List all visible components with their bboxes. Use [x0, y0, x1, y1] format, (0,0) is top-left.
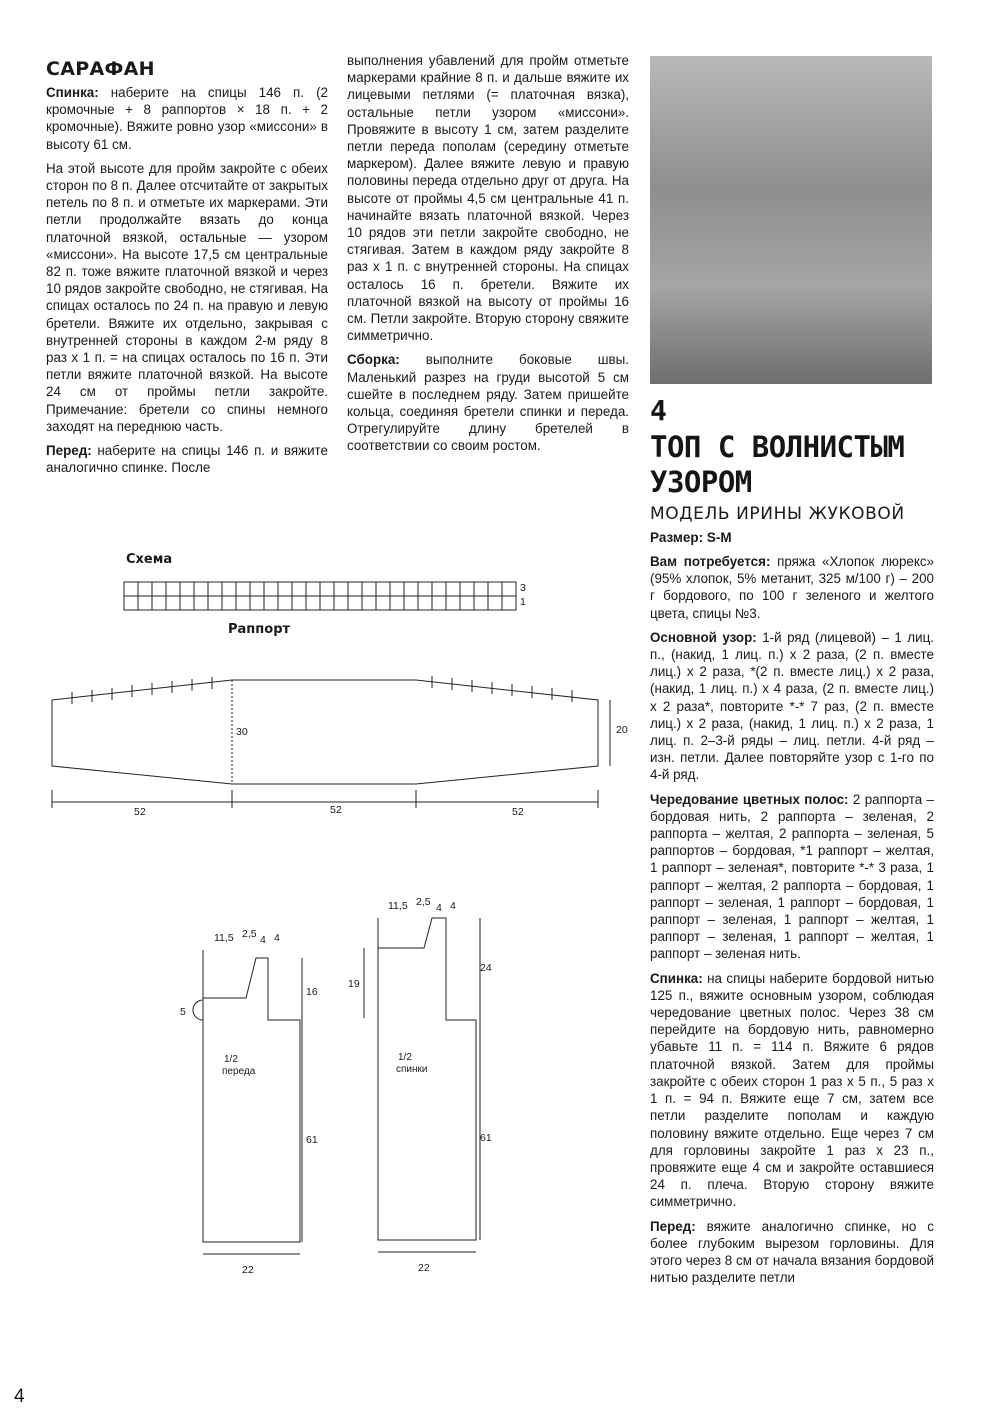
text-back: наберите на спицы 146 п. (2 кромочные + 8 раппортов × 18 п. + 2 кромочные). Вяжите ровно узор «миссони» в высоту 61 см.	[46, 85, 328, 152]
back-dim-24: 24	[480, 962, 492, 974]
dim-30: 30	[236, 726, 248, 738]
dim-52-left: 52	[134, 806, 146, 818]
front-dim-4b: 4	[274, 932, 280, 944]
back-dim-61: 61	[480, 1132, 492, 1144]
label-materials: Вам потребуется:	[650, 554, 771, 569]
label-pattern: Основной узор:	[650, 629, 757, 645]
front-dim-22: 22	[242, 1264, 254, 1276]
row-number-1: 1	[520, 596, 526, 608]
front-dim-2-5: 2,5	[242, 928, 257, 940]
section-title-sarafan: САРАФАН	[46, 58, 155, 80]
front-dim-5: 5	[180, 1006, 186, 1018]
paragraph-front-cont: выполнения убавлений для пройм отметьте маркерами крайние 8 п. и дальше вяжите их лицевыми петлями (= платочная вязка), остальные петли узором «миссони». Провяжите в высоту 1 см, затем разделите петли переда пополам (середину отметьте маркером). Далее вяжите левую и правую половины переда отдельно друг от друга. На высоте от проймы 4,5 см центральные 41 п. начинайте вязать платочной вязкой. Через 10 рядов эти петли закройте свободно, не стягивая. Затем в каждом ряду закройте 8 раз х 1 п. с внутренней стороны. На спицах осталось 16 п. бретели. Вяжите их платочной вязкой на высоту от проймы 16 см. Петли закройте. Вторую сторону свяжите симметрично.	[347, 53, 629, 344]
dim-52-middle: 52	[330, 804, 342, 816]
label-top-back: Спинка:	[650, 970, 703, 986]
title-line-1: ТОП С ВОЛНИСТЫМ	[650, 430, 905, 464]
front-dim-4a: 4	[260, 934, 266, 946]
page-number: 4	[14, 1386, 25, 1407]
title-line-2: УЗОРОМ	[650, 465, 752, 499]
scheme-label: Схема	[126, 552, 173, 567]
text-top-front: вяжите аналогично спинке, но с более глубоким вырезом горловины. Для этого через 8 см от начала вязания бордовой нитью разделите петли	[650, 1218, 934, 1286]
back-dim-2-5: 2,5	[416, 896, 431, 908]
scheme-grid-lines	[124, 582, 516, 610]
text-top-back: на спицы наберите бордовой нитью 125 п., вяжите основным узором, соблюдая чередование цветных полос. Через 38 см перейдите на бордовую нить, равномерно убавьте 11 п. = 114 п. Вяжите 6 рядов платочной вязкой. Затем для проймы закройте с обеих сторон 1 раз х 5 п., 5 раз х 1 п. = 94 п. Вяжите еще 7 см, затем все петли разделите пополам и каждую половину вяжите отдельно. Еще через 7 см для горловины закройте 1 раз х 23 п., провяжите еще 4 см и закройте оставшиеся 24 п. плеча. Вторую сторону вяжите симметрично.	[650, 970, 934, 1210]
back-dim-4b: 4	[450, 900, 456, 912]
front-name-label: переда	[222, 1066, 256, 1077]
back-dim-4a: 4	[436, 902, 442, 914]
back-name-label: спинки	[396, 1064, 428, 1075]
author-line: МОДЕЛЬ ИРИНЫ ЖУКОВОЙ	[650, 504, 905, 524]
model-number: 4	[650, 394, 667, 427]
dim-52-right: 52	[512, 806, 524, 818]
back-dim-19: 19	[348, 978, 360, 990]
rapport-label: Раппорт	[228, 622, 291, 637]
back-dim-11-5: 11,5	[388, 900, 408, 912]
back-half-label: 1/2	[398, 1052, 412, 1063]
label-stripes: Чередование цветных полос:	[650, 791, 849, 807]
wide-piece-outline	[52, 680, 598, 784]
back-half-outline	[378, 918, 476, 1240]
text-front: наберите на спицы 146 п. и вяжите аналогично спинке. После	[46, 443, 328, 476]
front-dim-11-5: 11,5	[214, 932, 234, 944]
text-assembly: выполните боковые швы. Маленький разрез на груди высотой 5 см сшейте в последнем ряду. Затем пришейте кольца, соединяя бретели спинки и переда. Отрегулируйте длину бретелей в соответствии со своим ростом.	[347, 352, 629, 454]
label-front: Перед:	[46, 443, 92, 459]
paragraph-armholes: На этой высоте для пройм закройте с обеих сторон по 8 п. Далее отсчитайте от закрытых петель по 8 п. и отметьте их маркерами. Эти петли продолжайте вязать до конца платочной вязкой, остальные — узором «миссони». На высоте 17,5 см центральные 82 п. тоже вяжите платочной вязкой и через 10 рядов закройте свободно, не стягивая. На спицах осталось по 24 п. на правую и левую бретели. Вяжите их отдельно, закрывая с внутренней стороны в каждом 2-м ряду 8 раз х 1 п. = на спицах осталось по 16 п. Эти петли вяжите платочной вязкой. На высоте 24 см от проймы петли закройте. Примечание: бретели со спины немного заходят на переднюю часть.	[46, 160, 328, 434]
label-assembly: Сборка:	[347, 352, 400, 368]
text-pattern: 1-й ряд (лицевой) – 1 лиц. п., (накид, 1 лиц. п.) х 2 раза, (2 п. вместе лиц.) х 2 раза, *(2 п. вместе лиц.) х 2 раза, (накид, 1 лиц. п.) х 4 раза, (2 п. вместе лиц.) х 2 раза*, повторите *-* 7 раз, (2 п. вместе лиц.) х 2 раза, (накид, 1 лиц. п.) х 2 раза, 1 лиц. п. 2–3-й ряды – лиц. петли. 4-й ряд – изн. петли. Далее повторяйте узор с 1-го по 4-й ряд.	[650, 629, 934, 783]
row-number-3: 3	[520, 582, 526, 594]
label-top-front: Перед:	[650, 1218, 696, 1234]
front-dim-61: 61	[306, 1134, 318, 1146]
dim-20: 20	[616, 724, 628, 736]
size-line: Размер: S-M	[650, 530, 732, 545]
text-stripes: 2 раппорта – бордовая нить, 2 раппорта – зеленая, 2 раппорта – желтая, 2 раппорта – зеленая, 5 раппортов – бордовая, *1 раппорт – желтая, 1 раппорт – зеленая*, повторите *-* 3 раза, 1 раппорт – желтая, 2 раппорта – бордовая, 1 раппорт – зеленая, 1 раппорт – бордовая, 1 раппорт – зеленая, 1 раппорт – желтая, 1 раппорт – зеленая, 1 раппорт – желтая, 1 раппорт – зеленая нить.	[650, 791, 934, 962]
back-dim-22: 22	[418, 1262, 430, 1274]
label-back: Спинка:	[46, 85, 99, 100]
text-materials: пряжа «Хлопок люрекс» (95% хлопок, 5% метанит, 325 м/100 г) – 200 г бордового, по 100 г зеленого и желтого цвета, спицы №3.	[650, 554, 934, 621]
front-half-outline	[203, 950, 300, 1242]
front-half-label: 1/2	[224, 1054, 238, 1065]
front-dim-16: 16	[306, 986, 318, 998]
